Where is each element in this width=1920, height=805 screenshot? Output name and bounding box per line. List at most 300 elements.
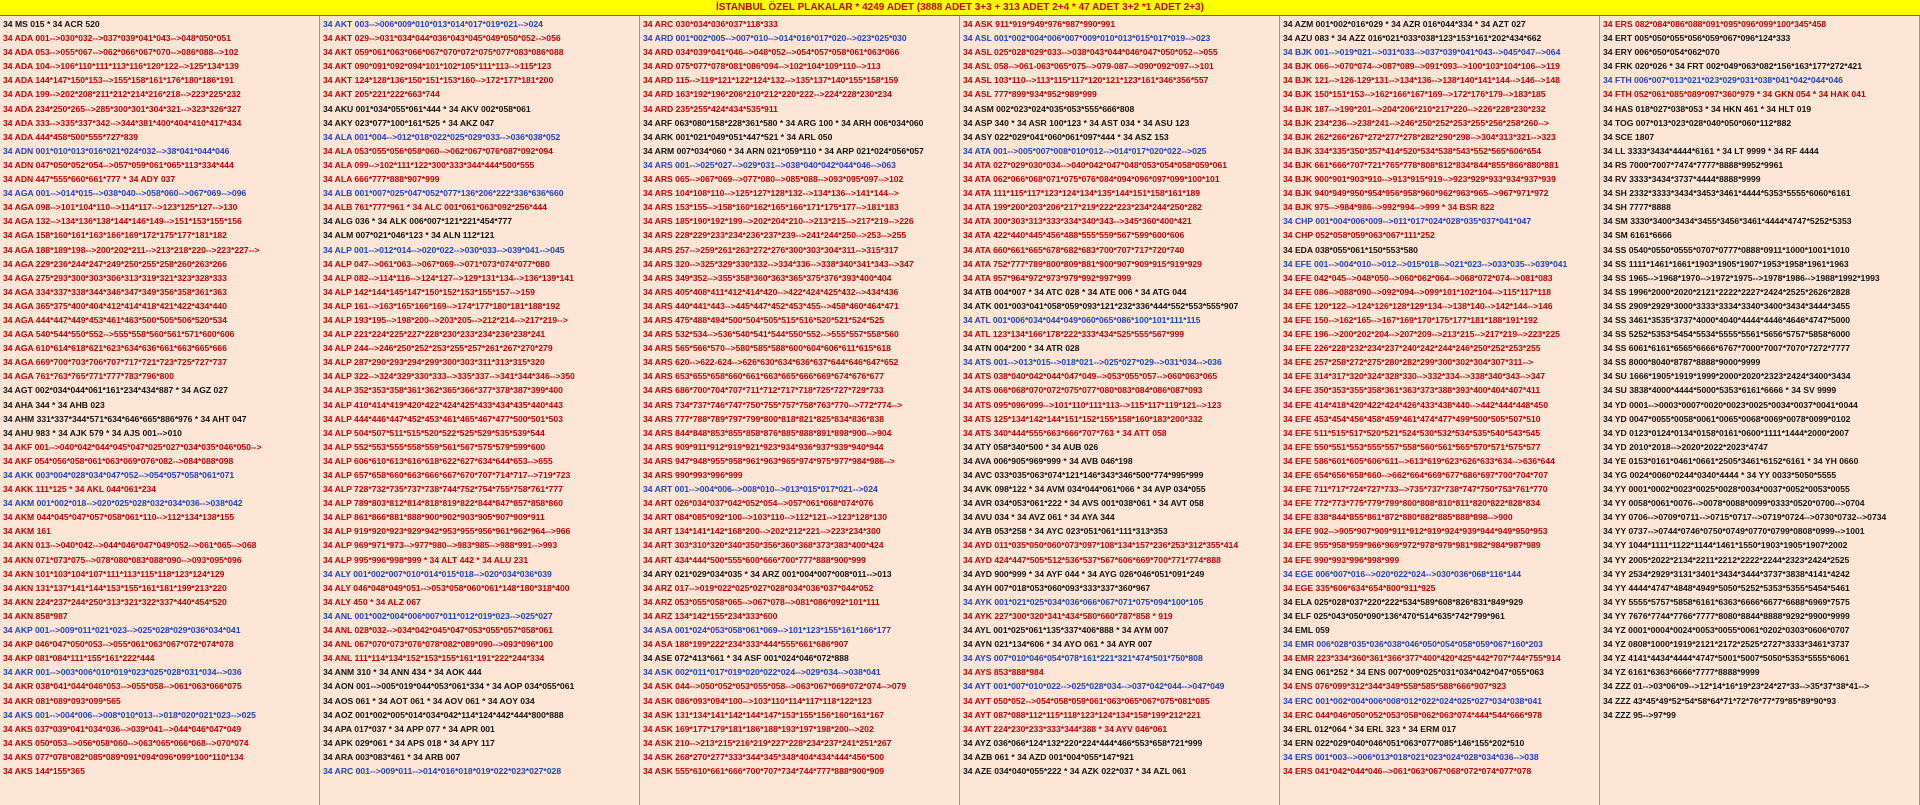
plate-line: 34 ADN 047*050*052*054-->057*059*061*065*113*334*444 — [3, 159, 234, 170]
plate-line: 34 ANL 028*032-->034*042*045*047*053*055*057*058*061 — [323, 625, 554, 636]
plate-line: 34 ENG 061*252 * 34 ENS 007*009*025*031*034*042*047*055*063 — [1283, 667, 1544, 678]
plate-line: 34 ARA 003*083*461 * 34 ARB 007 — [323, 751, 461, 762]
plate-line: 34 ATS 340*444*555*663*666*707*763 * 34 ATT 058 — [963, 427, 1167, 438]
plate-line: 34 ATL 001*006*034*044*049*060*065*086*100*101*111*115 — [963, 314, 1201, 325]
plate-line: 34 ADA 234*250*265-->285*300*301*304*321-->323*326*327 — [3, 103, 242, 114]
plate-line: 34 CHP 052*058*059*063*067*111*252 — [1283, 230, 1435, 241]
plate-line: 34 AZM 001*002*016*029 * 34 AZR 016*044*334 * 34 AZT 027 — [1283, 19, 1526, 29]
plate-line: 34 EFE 042*045-->048*050-->060*062*064-->068*072*074-->081*083 — [1283, 272, 1553, 283]
plate-line: 34 ATS 001-->013*015-->018*021-->025*027*029-->031*034-->036 — [963, 357, 1222, 368]
plate-line: 34 ALA 053*055*056*058*060-->062*067*076*087*092*094 — [323, 145, 553, 156]
plate-line: 34 SU 1666*1905*1919*1999*2000*2020*2323*2424*3400*3434 — [1603, 371, 1851, 382]
plate-line: 34 ADA 144*147*150*153-->155*158*161*176*180*186*191 — [3, 75, 234, 86]
plate-line: 34 AVR 034*053*061*222 * 34 AVS 001*038*061 * 34 AVT 058 — [963, 498, 1204, 509]
plate-line: 34 ARD 001*002*005-->007*010-->014*016*017*020-->023*025*030 — [643, 33, 907, 44]
plate-line: 34 AGA 098-->101*104*110-->114*117-->123*125*127-->130 — [3, 202, 238, 213]
plate-line: 34 EFE 990*993*996*998*999 — [1283, 554, 1400, 565]
plate-line: 34 AKR 001-->003*006*010*019*023*025*028*031*034-->036 — [3, 667, 242, 678]
plate-line: 34 ASL 103*110-->113*115*117*120*121*123*161*346*356*557 — [963, 75, 1209, 86]
plate-line: 34 BJK 150*151*153-->162*166*167*169-->172*176*179-->183*185 — [1283, 89, 1546, 100]
plate-line: 34 ASL 025*028*029*033-->038*043*044*046*047*050*052-->055 — [963, 47, 1218, 58]
plate-line: 34 AGA 188*189*198-->200*202*211-->213*218*220-->223*227--> — [3, 244, 260, 255]
plate-line: 34 ARS 653*655*658*660*661*663*665*666*669*674*676*677 — [643, 371, 885, 382]
plate-line: 34 ATA 111*115*117*123*124*134*135*144*151*158*161*189 — [963, 188, 1201, 199]
plate-line: 34 AVU 034 * 34 AVZ 061 * 34 AYA 344 — [963, 512, 1115, 523]
plate-line: 34 ASM 002*023*024*035*053*555*666*808 — [963, 103, 1135, 114]
plate-line: 34 AKR 081*089*093*099*565 — [3, 695, 121, 706]
plate-line: 34 EFE 711*717*724*727*733-->735*737*738*747*750*753*761*770 — [1283, 484, 1548, 495]
plate-line: 34 YY 5555*5757*5858*6161*6363*6666*6677*6688*6969*7575 — [1603, 596, 1850, 607]
plate-line: 34 YD 2010*2018-->2020*2022*2023*4747 — [1603, 441, 1768, 452]
plate-line: 34 AGA 229*236*244*247*249*250*255*258*260*263*266 — [3, 258, 227, 269]
plate-line: 34 ERN 022*029*040*046*051*063*077*085*146*155*202*510 — [1283, 737, 1525, 748]
plate-line: 34 ELA 025*028*037*220*222*534*589*608*826*831*849*929 — [1283, 596, 1524, 607]
plate-line: 34 SS 1965-->1968*1970-->1972*1975-->1978*1986-->1988*1992*1993 — [1603, 272, 1880, 283]
plate-line: 34 YY 4444*4747*4848*4949*5050*5252*5353*5355*5454*5461 — [1603, 582, 1850, 593]
plate-line: 34 ALP 606*610*613*616*618*622*627*634*644*653-->655 — [323, 455, 553, 466]
plate-line: 34 BJK 900*901*903*910-->913*915*919-->923*929*933*934*937*939 — [1283, 174, 1556, 185]
plate-line: 34 ARS 620-->622-624-->626*630*634*636*637*644*646*647*652 — [643, 357, 899, 368]
plate-line: 34 ASK 169*177*179*181*186*188*193*197*198*200-->202 — [643, 723, 874, 734]
plate-line: 34 EMR 223*334*360*361*366*377*400*420*425*442*707*744*755*914 — [1283, 653, 1561, 664]
plate-line: 34 EFE 120*122-->124*126*128*129*134-->138*140-->142*144-->146 — [1283, 300, 1553, 311]
plate-line: 34 ARK 001*021*049*051*447*521 * 34 ARL 050 — [643, 131, 833, 142]
plate-line: 34 ALP 861*866*881*888*900*902*903*905*907*909*911 — [323, 512, 545, 523]
plate-line: 34 ERC 001*002*004*006*008*012*022*024*025*027*034*038*041 — [1283, 695, 1543, 706]
plate-line: 34 ATA 027*029*030*034-->040*042*047*048*053*054*058*059*061 — [963, 159, 1228, 170]
plate-line: 34 AOZ 001*002*005*014*034*042*114*124*442*444*800*888 — [323, 709, 564, 720]
plate-line: 34 BJK 187-->199*201-->204*206*210*217*220-->226*228*230*232 — [1283, 103, 1546, 114]
plate-column-5 — [1280, 16, 1600, 805]
plate-line: 34 ALA 666*777*888*907*999 — [323, 174, 440, 185]
plate-line: 34 ALP 444*446*447*452*453*461*465*467*477*500*501*503 — [323, 413, 563, 424]
plate-line: 34 ALP 244-->246*250*252*253*255*257*261*267*270*279 — [323, 343, 553, 354]
plate-line: 34 SM 6161*6666 — [1603, 230, 1672, 241]
plate-line: 34 YZ 0001*0004*0024*0053*0055*0061*0202*0303*0606*0707 — [1603, 625, 1850, 636]
plate-line: 34 ATL 123*134*166*178*222*333*434*525*555*567*999 — [963, 329, 1185, 340]
plate-line: 34 ARS 001-->025*027-->029*031-->038*040*042*044*046-->063 — [643, 159, 896, 170]
plate-line: 34 EFE 226*228*232*234*237*240*242*244*246*250*252*253*255 — [1283, 343, 1541, 354]
plate-line: 34 MS 015 * 34 ACR 520 — [3, 19, 100, 29]
plate-line: 34 ALP 001-->012*014-->020*022-->030*033-->039*041-->045 — [323, 244, 565, 255]
plate-line: 34 AKP 001-->009*011*021*023-->025*028*029*036*034*041 — [3, 625, 241, 636]
plate-line: 34 ARY 021*029*034*035 * 34 ARZ 001*004*007*008*011-->013 — [643, 568, 892, 579]
plate-line: 34 RV 3333*3434*3737*4444*8888*9999 — [1603, 174, 1761, 185]
plate-line: 34 ALP 789*803*812*814*818*819*822*844*847*857*858*860 — [323, 498, 563, 509]
plate-line: 34 CHP 001*004*006*009-->011*017*024*028*035*037*041*047 — [1283, 216, 1532, 227]
plate-line: 34 ERT 005*050*055*056*059*067*096*124*333 — [1603, 33, 1791, 44]
plate-line: 34 ARF 063*080*158*228*361*580 * 34 ARG 100 * 34 ARH 006*034*060 — [643, 117, 924, 128]
plate-line: 34 AOS 061 * 34 AOT 061 * 34 AOV 061 * 34 AOY 034 — [323, 695, 535, 706]
plate-line: 34 AVA 006*905*969*999 * 34 AVB 046*198 — [963, 455, 1133, 466]
plate-line: 34 ANL 001*002*004*006*007*011*012*019*023-->025*027 — [323, 610, 553, 621]
plate-line: 34 ARS 065-->067*069-->077*080-->085*088-->093*095*097-->102 — [643, 174, 904, 185]
plate-line: 34 ATS 095*096*099-->101*110*111*113-->115*117*119*121-->123 — [963, 399, 1222, 410]
plate-line: 34 ATN 004*200 * 34 ATR 028 — [963, 343, 1080, 354]
plate-line: 34 AYD 424*447*505*512*536*537*567*606*669*700*771*774*888 — [963, 554, 1221, 565]
plate-line: 34 ARS 320-->325*329*330*332-->334*336-->338*340*341*343-->347 — [643, 258, 914, 269]
plate-columns — [0, 16, 1920, 805]
plate-line: 34 ELF 025*043*050*090*136*470*514*635*742*799*961 — [1283, 610, 1505, 621]
plate-line: 34 BJK 940*949*950*954*956*958*960*962*963*965-->967*971*972 — [1283, 188, 1549, 199]
plate-line: 34 ALA 001*004-->012*018*022*025*029*033-->036*038*052 — [323, 131, 561, 142]
plate-line: 34 ATS 125*134*142*144*151*152*155*158*160*183*200*332 — [963, 413, 1203, 424]
plate-line: 34 ERS 001*003-->006*013*018*021*023*024*028*034*036-->038 — [1283, 751, 1539, 762]
plate-line: 34 RS 7000*7007*7474*7777*8888*9952*9961 — [1603, 159, 1784, 170]
plate-line: 34 AKN 224*237*244*250*313*321*322*337*440*454*520 — [3, 596, 227, 607]
plate-line: 34 ALY 001*002*007*010*014*015*018-->020*034*036*039 — [323, 568, 552, 579]
plate-line: 34 AKN 131*137*141*144*153*155*161*181*199*213*220 — [3, 582, 227, 593]
plate-line: 34 ATS 038*040*042*044*047*049-->053*055*057-->060*063*065 — [963, 371, 1218, 382]
plate-line: 34 AKT 059*061*063*066*067*070*072*075*077*083*086*088 — [323, 47, 564, 58]
plate-line: 34 BJK 234*236-->238*241-->246*250*252*253*255*256*258*260--> — [1283, 117, 1549, 128]
plate-line: 34 AHA 344 * 34 AHB 023 — [3, 399, 105, 410]
plate-line: 34 ASK 002*011*017*019*020*022*024-->029*034-->038*041 — [643, 667, 881, 678]
plate-line: 34 YY 1044*1111*1122*1144*1461*1550*1903*1905*1907*2002 — [1603, 540, 1848, 551]
plate-line: 34 ZZZ 43*45*49*52*54*58*64*71*72*76*77*79*85*89*90*93 — [1603, 695, 1837, 706]
plate-line: 34 AYS 007*010*046*054*078*161*221*321*474*501*750*808 — [963, 653, 1203, 664]
plate-line: 34 YY 0058*0061*0076-->0078*0088*0099*0333*0520*0700-->0704 — [1603, 498, 1865, 509]
plate-line: 34 AKN 071*073*075-->078*080*083*088*090-->093*095*096 — [3, 554, 242, 565]
plate-line: 34 HAS 018*027*038*053 * 34 HKN 461 * 34 HLT 019 — [1603, 103, 1812, 114]
plate-line: 34 ATA 422*440*445*456*488*555*559*567*599*600*606 — [963, 230, 1185, 241]
plate-line: 34 ERY 006*050*054*062*070 — [1603, 47, 1720, 58]
plate-line: 34 AZB 061 * 34 AZD 001*004*055*147*921 — [963, 751, 1134, 762]
plate-line: 34 ARD 115-->119*121*122*124*132-->135*137*140*155*158*159 — [643, 75, 899, 86]
plate-line: 34 AVC 033*035*063*074*121*146*343*346*500*774*995*999 — [963, 470, 1204, 480]
plate-line: 34 ALP 919*920*923*929*942*953*955*956*961*962*964-->966 — [323, 526, 571, 537]
plate-line: 34 AYD 011*035*050*060*073*097*108*134*157*236*253*312*355*414 — [963, 540, 1239, 551]
plate-line: 34 YZ 6161*6363*6666*7777*8888*9999 — [1603, 667, 1760, 678]
plate-line: 34 AKT 205*221*222*663*744 — [323, 89, 440, 100]
plate-line: 34 ASK 086*093*094*100-->103*110*114*117*118*122*123 — [643, 695, 872, 706]
plate-line: 34 EFE 350*353*355*358*361*363*373*388*393*400*404*407*411 — [1283, 385, 1541, 396]
plate-line: 34 EGE 335*606*634*654*800*911*925 — [1283, 582, 1436, 593]
plate-line: 34 ALP 047-->061*063-->067*069-->071*073*074*077*080 — [323, 258, 550, 269]
plate-line: 34 ALP 322-->324*329*330*333-->335*337-->341*344*346-->350 — [323, 371, 575, 382]
plate-line: 34 YZ 4141*4434*4444*4747*5001*5007*5050*5353*5555*6061 — [1603, 653, 1850, 664]
plate-line: 34 AKR 038*041*044*046*053-->055*058-->061*063*066*075 — [3, 681, 242, 692]
plate-line: 34 AKS 077*078*082*085*089*091*094*096*099*100*110*134 — [3, 751, 244, 762]
plate-line: 34 ERL 012*064 * 34 ERL 323 * 34 ERM 017 — [1283, 723, 1457, 734]
plate-line: 34 AGA 132-->134*136*138*144*146*149-->151*153*155*156 — [3, 216, 242, 227]
plate-line: 34 SS 5252*5353*5454*5534*5555*5561*5656*5757*5858*6000 — [1603, 329, 1851, 340]
plate-line: 34 ATA 957*964*972*973*979*992*997*999 — [963, 272, 1132, 283]
plate-line: 34 AYT 087*088*112*115*118*123*124*134*158*199*212*221 — [963, 709, 1201, 720]
plate-line: 34 SH 2332*3333*3434*3453*3461*4444*5353*5555*6060*6161 — [1603, 188, 1851, 199]
plate-line: 34 FTH 052*061*085*089*097*360*979 * 34 GKN 054 * 34 HAK 041 — [1603, 89, 1866, 100]
plate-line: 34 ANL 067*070*073*076*078*082*089*090-->093*096*100 — [323, 639, 554, 650]
plate-line: 34 ARS 990*993*996*999 — [643, 470, 743, 480]
plate-line: 34 ATA 199*200*203*206*217*219*222*223*234*244*250*282 — [963, 202, 1202, 213]
plate-line: 34 ALP 728*732*735*737*738*744*752*754*755*758*761*777 — [323, 484, 563, 495]
plate-line: 34 ARS 153*155-->158*160*162*165*166*171*175*177-->181*183 — [643, 202, 899, 213]
plate-line: 34 YD 0001-->0003*0007*0020*0023*0025*0034*0037*0041*0044 — [1603, 399, 1858, 410]
plate-line: 34 AYH 007*018*053*060*093*333*337*360*967 — [963, 582, 1151, 593]
plate-line: 34 ARS 104*108*110-->125*127*128*132-->134*136-->141*144--> — [643, 188, 899, 199]
plate-line: 34 ASK 911*919*949*976*987*990*991 — [963, 19, 1116, 29]
plate-line: 34 EFE 511*515*517*520*521*524*530*532*534*535*540*543*545 — [1283, 427, 1541, 438]
plate-line: 34 ARC 001-->009*011-->014*016*018*019*022*023*027*028 — [323, 765, 562, 776]
plate-line: 34 ART 434*444*500*555*600*666*700*777*888*900*999 — [643, 554, 866, 565]
plate-line: 34 AHM 331*337*344*571*634*646*665*886*976 * 34 AHT 047 — [3, 413, 247, 424]
plate-line: 34 EFE 902-->905*907*909*911*912*919*924*939*944*949*950*953 — [1283, 526, 1548, 537]
plate-line: 34 BJK 975-->984*986-->992*994-->999 * 34 BSR 822 — [1283, 202, 1495, 213]
plate-line: 34 ARS 734*737*746*747*750*755*757*758*763*770-->772*774--> — [643, 399, 903, 410]
plate-line: 34 AYK 227*300*320*341*434*580*660*787*858 * 919 — [963, 610, 1173, 621]
plate-line: 34 ARD 075*077*078*081*086*094-->102*104*109*110-->113 — [643, 61, 881, 72]
plate-line: 34 EFE 414*418*420*422*424*426*433*438*440-->442*444*448*450 — [1283, 399, 1548, 410]
plate-line: 34 ERS 041*042*044*046-->061*063*067*068*072*074*077*078 — [1283, 765, 1532, 776]
plate-line: 34 ALP 142*144*145*147*150*152*153*155*157-->159 — [323, 286, 535, 297]
plate-line: 34 ADN 447*555*660*661*777 * 34 ADY 037 — [3, 174, 176, 185]
plate-line: 34 LL 3333*3434*4444*6161 * 34 LT 9999 * 34 RF 4444 — [1603, 145, 1819, 156]
plate-line: 34 YY 2534*2929*3131*3401*3434*3444*3737*3838*4141*4242 — [1603, 568, 1850, 579]
plate-line: 34 AKT 090*091*092*094*101*102*105*111*113-->115*123 — [323, 61, 552, 72]
plate-line: 34 ARS 777*788*789*797*799*800*818*821*825*834*836*838 — [643, 413, 885, 424]
plate-line: 34 AKS 001-->004*006-->008*010*013-->018*020*021*023-->025 — [3, 709, 256, 720]
plate-line: 34 ARZ 053*055*058*065-->067*078-->081*086*092*101*111 — [643, 596, 880, 607]
plate-line: 34 ALP 504*507*511*515*520*522*525*529*535*539*544 — [323, 427, 545, 438]
plate-line: 34 EDA 038*055*061*150*553*580 — [1283, 244, 1418, 255]
plate-line: 34 SS 8000*8040*8787*8888*9000*9999 — [1603, 357, 1761, 368]
plate-line: 34 AYT 224*230*233*333*344*388 * 34 AYV 046*061 — [963, 723, 1168, 734]
plate-line: 34 ENS 076*099*312*344*349*558*585*588*666*907*923 — [1283, 681, 1507, 692]
plate-line: 34 SS 2909*2929*3000*3333*3334*3340*3400*3434*3444*3455 — [1603, 300, 1851, 311]
plate-line: 34 AGA 365*375*400*404*412*414*418*421*422*434*440 — [3, 300, 227, 311]
plate-line: 34 APK 029*061 * 34 APS 018 * 34 APY 117 — [323, 737, 495, 748]
plate-line: 34 AKM 044*045*047*057*058*061*110-->112*134*138*155 — [3, 512, 235, 523]
plate-line: 34 ALG 036 * 34 ALK 006*007*121*221*454*777 — [323, 216, 513, 227]
plate-line: 34 AYT 050*052-->054*058*059*061*063*065*067*075*081*085 — [963, 695, 1210, 706]
plate-line: 34 ATK 001*003*041*058*059*093*121*232*336*444*552*553*555*907 — [963, 300, 1239, 311]
plate-line: 34 ARS 440*441*443-->445*447*452*453*455-->458*460*464*471 — [643, 300, 899, 311]
plate-line: 34 AKT 003-->006*009*010*013*014*017*019*021-->024 — [323, 19, 543, 29]
plate-line: 34 AYB 053*258 * 34 AYC 023*051*061*111*313*353 — [963, 526, 1168, 537]
plate-line: 34 ATB 004*007 * 34 ATC 028 * 34 ATE 006 * 34 ATG 044 — [963, 286, 1187, 297]
plate-line: 34 BJK 334*335*350*357*414*520*534*538*543*552*565*606*654 — [1283, 145, 1542, 156]
plate-line: 34 ARS 844*848*853*855*858*876*885*888*891*898*900-->904 — [643, 427, 892, 438]
plate-line: 34 ADA 053-->055*067-->062*066*067*070-->086*088-->102 — [3, 47, 239, 58]
plate-line: 34 ART 084*085*092*100-->103*110-->112*121-->123*128*130 — [643, 512, 888, 523]
plate-line: 34 AGA 158*160*161*163*166*169*172*175*177*181*182 — [3, 230, 227, 241]
plate-line: 34 SS 1996*2000*2020*2121*2222*2227*2424*2525*2626*2828 — [1603, 286, 1851, 297]
plate-line: 34 BJK 262*266*267*272*277*278*282*290*298-->304*313*321-->323 — [1283, 131, 1556, 142]
plate-line: 34 AKK 111*125 * 34 AKL 044*061*234 — [3, 484, 157, 495]
plate-line: 34 YZ 0808*1000*1919*2121*2172*2525*2727*3333*3461*3737 — [1603, 639, 1850, 650]
plate-line: 34 ASP 340 * 34 ASR 100*123 * 34 AST 034 * 34 ASU 123 — [963, 117, 1190, 128]
plate-line: 34 ARS 909*911*912*919*921*923*934*936*937*939*940*944 — [643, 441, 884, 452]
plate-line: 34 EFE 654*656*658*660-->662*664*669*677*686*697*700*704*707 — [1283, 470, 1548, 480]
plate-line: 34 EFE 586*601*605*606*611-->613*619*623*626*633*634-->636*644 — [1283, 455, 1555, 466]
plate-line: 34 AKT 029-->031*034*044*036*043*045*049*050*052-->056 — [323, 33, 561, 44]
plate-column-2 — [320, 16, 640, 805]
plate-line: 34 ALP 193*195-->198*200-->203*205-->212*214-->217*219--> — [323, 314, 568, 325]
plate-line: 34 AKY 023*077*100*161*525 * 34 AKZ 047 — [323, 117, 495, 128]
plate-line: 34 EML 059 — [1283, 625, 1330, 636]
plate-line: 34 AYK 001*021*025*034*036*066*067*071*075*094*100*105 — [963, 596, 1204, 607]
plate-line: 34 YD 0047*0055*0058*0061*0065*0068*0069*0078*0099*0102 — [1603, 413, 1851, 424]
plate-line: 34 ART 026*034*037*042*052*054-->057*061*068*074*076 — [643, 498, 874, 509]
plate-line: 34 AGT 002*034*044*061*161*234*434*887 * 34 AGZ 027 — [3, 385, 228, 396]
plate-line: 34 ALP 995*996*998*999 * 34 ALT 442 * 34 ALU 231 — [323, 554, 529, 565]
plate-column-4 — [960, 16, 1280, 805]
plate-line: 34 ALP 969*971*973-->977*980-->983*985-->988*991-->993 — [323, 540, 558, 551]
plate-line: 34 AKN 013-->040*042-->044*046*047*049*052-->061*065-->068 — [3, 540, 257, 551]
plate-line: 34 AKP 081*084*111*155*161*222*444 — [3, 653, 155, 664]
plate-line: 34 SS 3461*3535*3737*4000*4040*4444*4446*4646*4747*5000 — [1603, 314, 1851, 325]
plate-line: 34 AGA 761*763*765*771*777*783*796*800 — [3, 371, 174, 382]
plate-line: 34 AGA 540*544*550*552-->555*558*560*561*571*600*606 — [3, 329, 235, 340]
plate-line: 34 ARC 030*034*036*037*118*333 — [643, 19, 778, 29]
plate-line: 34 ALP 352*353*358*361*362*365*366*377*378*387*399*400 — [323, 385, 563, 396]
plate-line: 34 ALP 287*290*293*294*299*300*303*311*313*315*320 — [323, 357, 545, 368]
plate-line: 34 AKF 054*056*058*061*063*069*076*082-->084*088*098 — [3, 455, 234, 466]
plate-line: 34 ATS 066*068*070*072*075*077*080*083*084*086*087*093 — [963, 385, 1203, 396]
plate-line: 34 ASK 210-->213*215*216*219*227*228*234*237*241*251*267 — [643, 737, 892, 748]
plate-line: 34 AGA 001-->014*015-->038*040-->058*060-->067*069-->096 — [3, 188, 247, 199]
plate-line: 34 ALY 046*048*049*051-->053*058*060*061*148*180*318*400 — [323, 582, 570, 593]
plate-line: 34 ARS 947*948*955*958*961*963*965*974*975*977*984*986--> — [643, 455, 895, 466]
plate-line: 34 AKU 001*034*055*061*444 * 34 AKV 002*058*061 — [323, 103, 531, 114]
plate-line: 34 AYT 001*007*010*022-->025*028*034-->037*042*044-->047*049 — [963, 681, 1225, 692]
plate-line: 34 ARS 475*488*494*500*504*505*515*516*520*521*524*525 — [643, 314, 885, 325]
plate-line: 34 ARS 532*534-->536*540*541*544*550*552-->555*557*558*560 — [643, 329, 899, 340]
plate-line: 34 EFE 314*317*320*324*328*330-->332*334-->338*340*343-->347 — [1283, 371, 1546, 382]
plate-line: 34 ERS 082*084*086*088*091*095*096*099*100*345*458 — [1603, 19, 1827, 29]
plate-line: 34 SM 3330*3400*3434*3455*3456*3461*4444*4747*5252*5353 — [1603, 216, 1852, 227]
plate-line: 34 YG 0024*0060*0244*0340*4444 * 34 YY 0033*5050*5555 — [1603, 470, 1837, 480]
plate-line: 34 SU 3838*4000*4444*5000*5353*6161*6666 * 34 SV 9999 — [1603, 385, 1837, 396]
plate-line: 34 EMR 006*028*035*036*038*046*050*054*058*059*067*160*203 — [1283, 639, 1543, 650]
plate-line: 34 ALP 552*553*555*558*559*561*567*575*579*599*600 — [323, 441, 546, 452]
plate-line: 34 SS 1111*1461*1661*1903*1905*1907*1953*1958*1961*1963 — [1603, 258, 1849, 269]
plate-line: 34 ARD 235*255*424*434*535*911 — [643, 103, 778, 114]
plate-line: 34 BJK 001-->019*021-->031*033-->037*039*041*043-->045*047-->064 — [1283, 47, 1561, 58]
plate-line: 34 ALA 099-->102*111*122*300*333*344*444*500*555 — [323, 159, 535, 170]
plate-line: 34 ADA 001-->030*032-->037*039*041*043-->048*050*051 — [3, 33, 231, 44]
plate-line: 34 AYN 021*134*606 * 34 AYO 061 * 34 AYR 007 — [963, 639, 1153, 650]
plate-line: 34 ALP 657*658*660*663*666*667*670*707*714*717-->719*723 — [323, 470, 571, 480]
plate-line: 34 AYZ 036*066*124*132*220*224*444*466*553*658*721*999 — [963, 737, 1203, 748]
plate-line: 34 ZZZ 95-->97*99 — [1603, 709, 1676, 720]
plate-line: 34 SS 6061*6161*6565*6666*6767*7000*7007*7070*7272*7777 — [1603, 343, 1851, 354]
page-title: İSTANBUL ÖZEL PLAKALAR * 4249 ADET (3888 ADET 3+3 + 313 ADET 2+4 * 47 ADET 3+2 *1 ADET 2+3) — [0, 0, 1920, 16]
plate-line: 34 EFE 453*454*456*458*459*461*474*477*499*500*505*507*510 — [1283, 413, 1541, 424]
plate-line: 34 ALP 161-->163*165*166*169-->174*177*180*181*188*192 — [323, 300, 561, 311]
plate-line: 34 BJK 661*666*707*721*765*778*808*812*834*844*855*866*880*881 — [1283, 159, 1559, 170]
plate-line: 34 AKN 101*103*104*107*111*113*115*118*123*124*129 — [3, 568, 225, 579]
plate-line: 34 APA 017*037 * 34 APP 077 * 34 APR 001 — [323, 723, 495, 734]
plate-line: 34 ALP 221*224*225*227*228*230*233*234*236*238*241 — [323, 329, 546, 340]
plate-line: 34 ASA 188*199*222*234*333*444*555*661*686*907 — [643, 639, 849, 650]
plate-line: 34 AKS 050*053-->056*058*060-->063*065*066*068-->070*074 — [3, 737, 249, 748]
plate-line: 34 ASL 058-->061-063*065*075-->079-087-->090*092*097-->101 — [963, 61, 1214, 72]
plate-line: 34 AKN 858*987 — [3, 610, 68, 621]
plate-line: 34 AGA 610*614*618*621*623*634*636*661*663*665*666 — [3, 343, 227, 354]
plate-line: 34 ERC 044*046*050*052*053*058*062*063*074*444*544*666*978 — [1283, 709, 1543, 720]
plate-line: 34 ADA 104-->106*110*111*113*116*120*122-->125*134*139 — [3, 61, 239, 72]
plate-line: 34 AYS 853*888*984 — [963, 667, 1044, 678]
plate-line: 34 ATA 752*777*789*800*809*881*900*907*909*915*919*929 — [963, 258, 1202, 269]
plate-line: 34 ASY 022*029*041*060*061*097*444 * 34 ASZ 153 — [963, 131, 1169, 142]
plate-line: 34 ADA 199-->202*208*211*212*214*216*218-->223*225*232 — [3, 89, 241, 100]
plate-line: 34 YY 0001*0002*0023*0025*0028*0034*0037*0052*0053*0055 — [1603, 484, 1850, 495]
plate-line: 34 ASK 131*134*141*142*144*147*153*155*156*160*161*167 — [643, 709, 885, 720]
plate-line: 34 AKM 161 — [3, 526, 51, 537]
plate-line: 34 AKF 001-->040*042*044*045*047*025*027*034*035*046*050--> — [3, 441, 262, 452]
plate-line: 34 ARZ 134*142*155*234*333*600 — [643, 610, 778, 621]
plate-column-6 — [1600, 16, 1920, 805]
plate-line: 34 AON 001-->005*019*044*053*061*334 * 34 AOP 034*055*061 — [323, 681, 575, 692]
plate-line: 34 AYD 900*999 * 34 AYF 044 * 34 AYG 026*046*051*091*249 — [963, 568, 1205, 579]
plate-line: 34 SS 0540*0550*0555*0707*0777*0888*0911*1000*1001*1010 — [1603, 244, 1850, 255]
plate-line: 34 ADA 333-->335*337*342-->344*381*400*404*410*417*434 — [3, 117, 242, 128]
plate-column-3 — [640, 16, 960, 805]
plate-line: 34 YE 0153*0161*0461*0661*2505*3461*6152*6161 * 34 YH 0660 — [1603, 455, 1859, 466]
plate-line: 34 ASL 001*002*004*006*007*009*010*013*015*017*019-->023 — [963, 33, 1211, 44]
plate-line: 34 ADN 001*010*013*016*021*024*032-->38*041*044*046 — [3, 145, 230, 156]
plate-line: 34 ARM 007*034*060 * 34 ARN 021*059*110 * 34 ARP 021*024*056*057 — [643, 145, 924, 156]
plate-line: 34 EFE 838*844*855*861*872*880*882*885*888*898-->900 — [1283, 512, 1513, 523]
plate-line: 34 ATA 300*303*313*333*334*340*343-->345*360*400*421 — [963, 216, 1192, 227]
plate-line: 34 EFE 150-->162*165-->167*169*170*175*177*181*188*191*192 — [1283, 314, 1538, 325]
plate-line: 34 AKK 003*004*028*034*047*052-->054*057*058*061*071 — [3, 470, 235, 480]
plate-line: 34 ARS 565*566*570-->580*585*588*600*604*606*611*615*618 — [643, 343, 891, 354]
plate-line: 34 AGA 444*447*449*453*461*463*500*505*506*520*534 — [3, 314, 227, 325]
plate-line: 34 ARS 349*352-->355*358*360*363*365*375*376*393*400*404 — [643, 272, 892, 283]
plate-line: 34 TOG 007*013*023*028*040*050*060*112*882 — [1603, 117, 1792, 128]
plate-line: 34 AKS 037*039*041*034*036-->039*041-->044*046*047*049 — [3, 723, 242, 734]
plate-line: 34 ALM 007*021*046*123 * 34 ALN 112*121 — [323, 230, 495, 241]
plate-line: 34 ATA 001-->005*007*008*010*012-->014*017*020*022-->025 — [963, 145, 1207, 156]
plate-line: 34 ART 134*141*142*168*200-->202*212*221-->223*234*300 — [643, 526, 881, 537]
plate-line: 34 AKM 001*002*018-->020*025*028*032*034*036-->038*042 — [3, 498, 243, 509]
plate-line: 34 AGA 334*337*338*344*346*347*349*356*358*361*363 — [3, 286, 227, 297]
plate-line: 34 EGE 006*007*016-->020*022*024-->030*036*068*116*144 — [1283, 568, 1521, 579]
plate-line: 34 AGA 669*700*703*706*707*717*721*723*725*727*737 — [3, 357, 227, 368]
plate-line: 34 ARZ 017-->019*022*025*027*028*034*036*037*044*052 — [643, 582, 874, 593]
plate-line: 34 ART 001-->004*006-->008*010-->013*015*017*021-->024 — [643, 484, 878, 495]
plate-line: 34 AYL 001*025*061*135*337*406*888 * 34 AYM 007 — [963, 625, 1169, 636]
plate-line: 34 ALP 410*414*419*420*422*424*425*433*434*435*440*443 — [323, 399, 563, 410]
plate-line: 34 AVK 098*122 * 34 AVM 034*044*061*066 * 34 AVP 034*055 — [963, 484, 1206, 495]
plate-line: 34 ASK 268*270*277*333*344*345*348*404*434*444*456*500 — [643, 751, 885, 762]
plate-line: 34 ASE 072*413*661 * 34 ASF 001*024*046*072*888 — [643, 653, 849, 664]
plate-line: 34 ZZZ 01-->03*06*09-->12*14*16*19*23*24*27*33-->35*37*38*41--> — [1603, 681, 1870, 692]
plate-line: 34 ALB 001*007*025*047*052*077*136*206*222*336*636*660 — [323, 188, 564, 199]
plate-line: 34 ANL 111*114*134*152*153*155*161*191*222*244*334 — [323, 653, 545, 664]
plate-line: 34 ARD 163*192*196*206*210*212*220*222-->224*228*230*234 — [643, 89, 892, 100]
plate-line: 34 AZU 083 * 34 AZZ 016*021*033*038*123*153*161*202*434*662 — [1283, 33, 1542, 44]
plate-line: 34 EFE 086-->088*090-->092*094-->099*101*102*104-->115*117*118 — [1283, 286, 1552, 297]
plate-line: 34 ALB 761*777*961 * 34 ALC 001*061*063*092*256*444 — [323, 202, 547, 213]
plate-line: 34 YY 7676*7744*7766*7777*8080*8844*8888*9292*9900*9999 — [1603, 610, 1850, 621]
plate-line: 34 EFE 772*773*775*779*799*800*808*810*811*820*822*828*834 — [1283, 498, 1541, 509]
plate-line: 34 AGA 275*293*300*303*306*313*319*321*323*328*333 — [3, 272, 227, 283]
plate-line: 34 ARD 034*039*041*046-->048*052-->054*057*058*061*063*066 — [643, 47, 900, 58]
plate-line: 34 SH 7777*8888 — [1603, 202, 1671, 213]
plate-line: 34 ART 303*310*320*340*350*356*360*368*373*383*400*424 — [643, 540, 884, 551]
plate-line: 34 EFE 955*958*959*966*969*972*978*979*981*982*984*987*989 — [1283, 540, 1541, 551]
plate-line: 34 EFE 001-->004*010-->012-->015*018-->021*023-->033*035-->039*041 — [1283, 258, 1568, 269]
plate-line: 34 YY 2005*2022*2134*2211*2212*2222*2244*2323*2424*2525 — [1603, 554, 1850, 565]
plate-line: 34 AZE 034*040*055*222 * 34 AZK 022*037 * 34 AZL 061 — [963, 765, 1187, 776]
plate-line: 34 ARS 185*190*192*199-->202*204*210-->213*215-->217*219-->226 — [643, 216, 914, 227]
plate-line: 34 FRK 020*026 * 34 FRT 002*049*063*082*156*163*177*272*421 — [1603, 61, 1862, 72]
plate-line: 34 AKP 046*047*050*053-->055*061*063*067*072*074*078 — [3, 639, 234, 650]
plate-line: 34 ASA 001*024*053*058*061*069-->101*123*155*161*166*177 — [643, 625, 892, 636]
